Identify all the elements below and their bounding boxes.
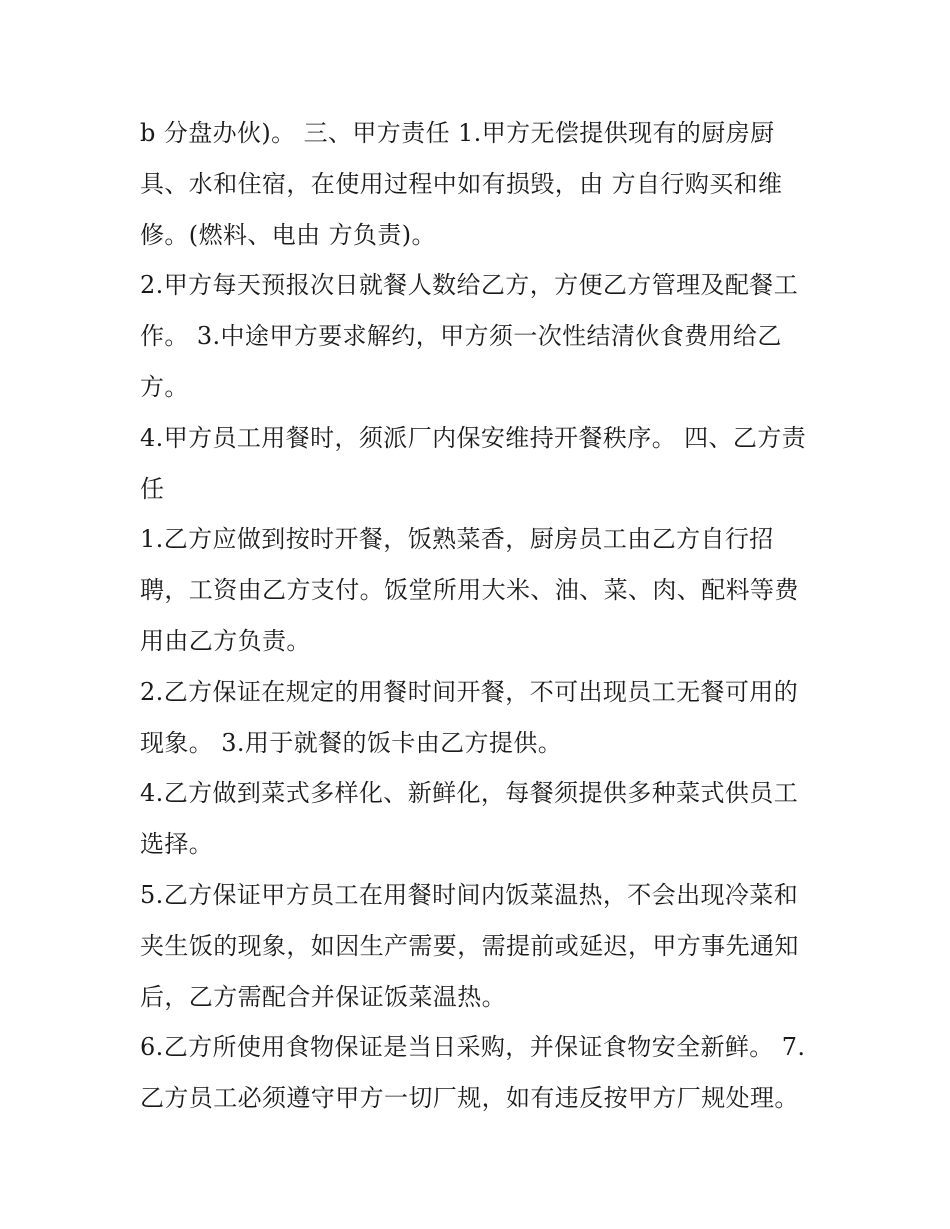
text-line: 夹生饭的现象，如因生产需要，需提前或延迟，甲方事先通知 [140, 931, 799, 960]
text-line: 聘，工资由乙方支付。饭堂所用大米、油、菜、肉、配料等费 [140, 576, 799, 605]
text-line: 后，乙方需配合并保证饭菜温热。 [140, 982, 506, 1011]
text-line: 具、水和住宿，在使用过程中如有损毁，由 方自行购买和维 [140, 169, 783, 198]
text-line: 作。 3.中途甲方要求解约，甲方须一次性结清伙食费用给乙 [140, 322, 782, 351]
text-line: 修。(燃料、电由 方负责)。 [140, 220, 436, 249]
text-line: 4.甲方员工用餐时，须派厂内保安维持开餐秩序。 四、乙方责 [140, 423, 807, 452]
text-line: 4.乙方做到菜式多样化、新鲜化，每餐须提供多种菜式供员工 [140, 779, 799, 808]
text-line: b 分盘办伙)。 三、甲方责任 1.甲方无偿提供现有的厨房厨 [140, 119, 775, 147]
contract-body-text [140, 108, 830, 1124]
text-line: 方。 [140, 372, 189, 401]
text-line: 6.乙方所使用食物保证是当日采购，并保证食物安全新鲜。 7. [140, 1033, 806, 1062]
text-line: 选择。 [140, 830, 214, 859]
text-line: 1.乙方应做到按时开餐，饭熟菜香，厨房员工由乙方自行招 [140, 525, 774, 554]
text-line: 5.乙方保证甲方员工在用餐时间内饭菜温热，不会出现冷菜和 [140, 880, 799, 909]
text-line: 现象。 3.用于就餐的饭卡由乙方提供。 [140, 728, 563, 757]
text-line: 乙方员工必须遵守甲方一切厂规，如有违反按甲方厂规处理。 [140, 1084, 799, 1113]
text-line: 2.甲方每天预报次日就餐人数给乙方，方便乙方管理及配餐工 [140, 271, 799, 300]
text-line: 2.乙方保证在规定的用餐时间开餐，不可出现员工无餐可用的 [140, 677, 799, 706]
text-line: 用由乙方负责。 [140, 626, 311, 655]
text-line: 任 [140, 474, 165, 503]
